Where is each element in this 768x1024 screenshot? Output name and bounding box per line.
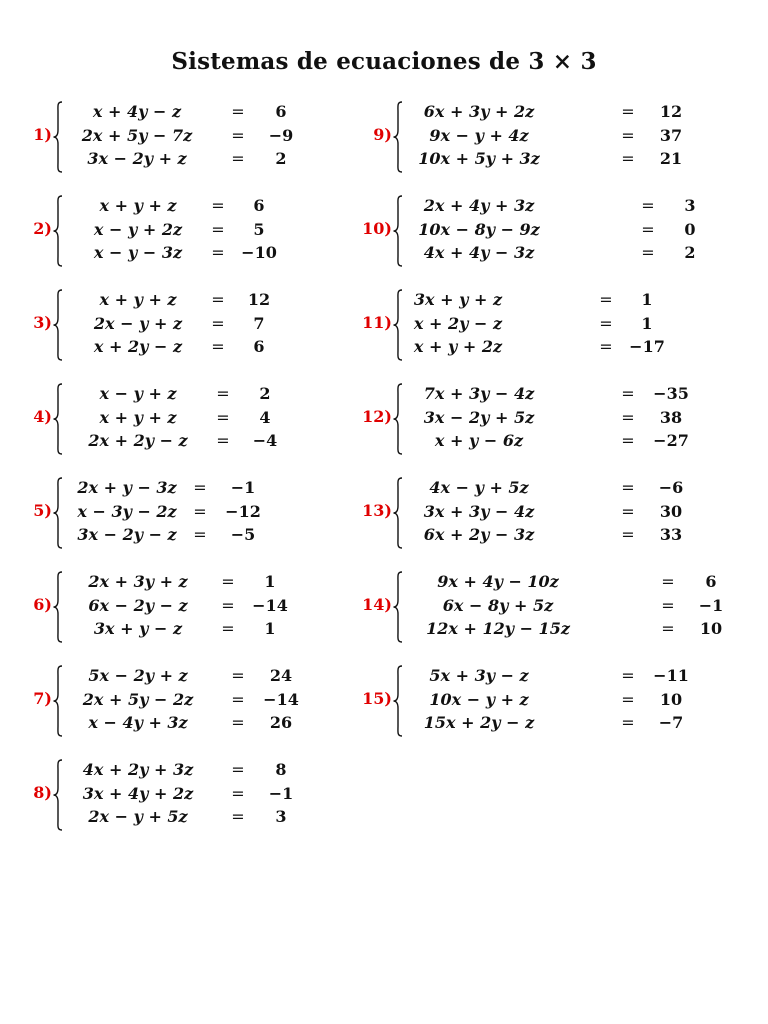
equals-sign: = xyxy=(231,102,245,121)
equation-lhs: 5x − 2y + z xyxy=(88,666,188,685)
equation-lhs: 3x + 3y − 4z xyxy=(423,501,535,521)
equation-rhs: 2 xyxy=(684,243,696,262)
equals-sign: = xyxy=(231,689,245,709)
system-number: 11) xyxy=(362,313,392,332)
equals-sign: = xyxy=(621,384,635,403)
equation-row xyxy=(63,124,363,148)
equations xyxy=(403,570,724,641)
equations xyxy=(63,664,363,735)
equation-row xyxy=(63,688,363,712)
equations xyxy=(403,664,703,735)
equation-rhs: 0 xyxy=(684,219,696,239)
system-number: 5) xyxy=(33,501,52,520)
equation-rhs: −35 xyxy=(653,384,689,403)
equation-row xyxy=(63,500,363,524)
equation-row xyxy=(63,617,363,641)
equation-system-1 xyxy=(10,100,350,174)
equation-lhs: x + y + 2z xyxy=(413,337,503,356)
equation-lhs: x + y + z xyxy=(99,290,177,309)
equation-rhs: 12 xyxy=(659,102,683,121)
equation-rhs: 6 xyxy=(253,196,265,215)
equals-sign: = xyxy=(211,196,225,215)
equation-system-8 xyxy=(10,758,350,832)
equation-lhs: 6x + 2y − 3z xyxy=(423,525,535,544)
equation-rhs: −12 xyxy=(225,501,261,521)
system-number: 4) xyxy=(33,407,52,426)
equals-sign: = xyxy=(231,760,245,779)
equation-lhs: 6x + 3y + 2z xyxy=(423,102,535,121)
equation-lhs: x + y − 6z xyxy=(434,431,524,450)
equals-sign: = xyxy=(621,478,635,497)
equation-lhs: 3x + y − z xyxy=(93,619,183,638)
equation-row xyxy=(403,218,703,242)
equals-sign: = xyxy=(231,149,245,168)
equation-system-9 xyxy=(350,100,690,174)
equation-lhs: 5x + 3y − z xyxy=(429,666,529,685)
equation-lhs: 2x + y − 3z xyxy=(77,478,177,497)
equation-rhs: −4 xyxy=(252,431,278,450)
equation-lhs: 3x + y + z xyxy=(413,290,503,309)
equations xyxy=(403,288,703,359)
equation-lhs: 15x + 2y − z xyxy=(423,713,535,732)
equation-row xyxy=(63,664,363,688)
equals-sign: = xyxy=(621,149,635,168)
equation-lhs: 6x − 8y + 5z xyxy=(442,595,554,615)
equals-sign: = xyxy=(641,243,655,262)
equations xyxy=(63,288,363,359)
equation-row xyxy=(63,218,363,242)
system-number: 8) xyxy=(33,783,52,802)
equals-sign: = xyxy=(193,525,207,544)
equals-sign: = xyxy=(621,125,635,145)
equation-row xyxy=(403,570,717,594)
equation-rhs: −17 xyxy=(629,337,665,356)
equation-rhs: −10 xyxy=(241,243,277,262)
equation-row xyxy=(63,147,363,171)
equation-rhs: 4 xyxy=(259,407,271,427)
equation-rhs: 12 xyxy=(247,290,271,309)
equation-system-4 xyxy=(10,382,350,456)
equation-row xyxy=(63,523,363,547)
equals-sign: = xyxy=(216,384,230,403)
equals-sign: = xyxy=(661,619,675,638)
equation-lhs: 10x + 5y + 3z xyxy=(418,149,540,168)
equation-rhs: 24 xyxy=(269,666,293,685)
equation-lhs: x − y + z xyxy=(99,384,177,403)
equation-row xyxy=(403,194,703,218)
equals-sign: = xyxy=(231,713,245,732)
equation-rhs: 3 xyxy=(684,196,696,215)
equation-rhs: 38 xyxy=(659,407,683,427)
equation-lhs: x − y − 3z xyxy=(93,243,183,262)
equals-sign: = xyxy=(211,337,225,356)
system-number: 14) xyxy=(362,595,392,614)
equation-lhs: 2x + 3y + z xyxy=(88,572,188,591)
equations xyxy=(403,382,703,453)
equals-sign: = xyxy=(216,431,230,450)
equation-rhs: 6 xyxy=(275,102,287,121)
equation-rhs: 21 xyxy=(659,149,683,168)
equation-row xyxy=(403,335,703,359)
equation-lhs: 7x + 3y − 4z xyxy=(423,384,535,403)
equation-lhs: x − 3y − 2z xyxy=(77,501,177,521)
equals-sign: = xyxy=(231,125,245,145)
equals-sign: = xyxy=(621,431,635,450)
equation-rhs: 7 xyxy=(253,313,265,333)
equation-rhs: 10 xyxy=(659,689,683,709)
equation-row xyxy=(63,312,363,336)
equation-lhs: 10x − 8y − 9z xyxy=(418,219,540,239)
equation-system-3 xyxy=(10,288,350,362)
equation-lhs: 4x + 2y + 3z xyxy=(82,760,194,779)
equations xyxy=(63,570,363,641)
equals-sign: = xyxy=(193,478,207,497)
equation-lhs: 12x + 12y − 15z xyxy=(426,619,570,638)
equation-rhs: 37 xyxy=(659,125,683,145)
equals-sign: = xyxy=(221,595,235,615)
equation-rhs: 2 xyxy=(259,384,271,403)
equals-sign: = xyxy=(211,243,225,262)
equation-system-12 xyxy=(350,382,690,456)
equals-sign: = xyxy=(221,572,235,591)
equation-rhs: 2 xyxy=(275,149,287,168)
equation-row xyxy=(403,312,703,336)
equations xyxy=(403,194,703,265)
equation-system-7 xyxy=(10,664,350,738)
equation-rhs: −1 xyxy=(698,595,724,615)
equals-sign: = xyxy=(599,337,613,356)
equals-sign: = xyxy=(621,666,635,685)
system-number: 1) xyxy=(33,125,52,144)
equation-lhs: 4x − y + 5z xyxy=(429,478,529,497)
equation-system-6 xyxy=(10,570,350,644)
equation-row xyxy=(63,594,363,618)
equation-row xyxy=(403,617,723,641)
equation-row xyxy=(403,288,703,312)
system-number: 2) xyxy=(33,219,52,238)
equation-lhs: x + 2y − z xyxy=(93,337,183,356)
equation-lhs: 3x − 2y + 5z xyxy=(423,407,535,427)
equation-row xyxy=(63,805,363,829)
equation-row xyxy=(403,406,703,430)
equation-row xyxy=(403,476,703,500)
equation-rhs: 6 xyxy=(705,572,717,591)
equation-system-13 xyxy=(350,476,690,550)
equation-lhs: 2x + 4y + 3z xyxy=(423,196,535,215)
equation-lhs: x − 4y + 3z xyxy=(88,713,188,732)
equation-system-2 xyxy=(10,194,350,268)
equals-sign: = xyxy=(193,501,207,521)
equation-lhs: 2x + 5y − 2z xyxy=(82,689,194,709)
equation-rhs: −1 xyxy=(268,783,294,803)
equation-row xyxy=(63,711,363,735)
equation-row xyxy=(403,382,703,406)
equation-lhs: x + y + z xyxy=(99,407,177,427)
equation-row xyxy=(403,594,724,618)
system-number: 6) xyxy=(33,595,52,614)
equation-lhs: 3x − 2y + z xyxy=(87,149,187,168)
equations xyxy=(63,476,363,547)
equals-sign: = xyxy=(231,783,245,803)
equation-rhs: −7 xyxy=(658,713,684,732)
equals-sign: = xyxy=(599,290,613,309)
equals-sign: = xyxy=(621,713,635,732)
equation-rhs: −11 xyxy=(653,666,689,685)
equation-rhs: 5 xyxy=(253,219,265,239)
system-number: 3) xyxy=(33,313,52,332)
equation-row xyxy=(403,688,703,712)
equation-system-14 xyxy=(350,570,724,644)
equation-rhs: 1 xyxy=(641,290,653,309)
equation-row xyxy=(63,570,363,594)
equation-rhs: 26 xyxy=(269,713,293,732)
equations xyxy=(63,194,363,265)
equals-sign: = xyxy=(661,595,675,615)
equation-rhs: −14 xyxy=(263,689,299,709)
equation-lhs: 2x + 2y − z xyxy=(88,431,188,450)
equation-row xyxy=(63,758,363,782)
equation-row xyxy=(403,500,703,524)
equals-sign: = xyxy=(211,313,225,333)
equation-row xyxy=(403,241,703,265)
equation-rhs: 6 xyxy=(253,337,265,356)
equations xyxy=(403,476,703,547)
equals-sign: = xyxy=(599,313,613,333)
equation-row xyxy=(403,523,703,547)
equation-row xyxy=(63,100,363,124)
equals-sign: = xyxy=(231,666,245,685)
equation-row xyxy=(63,241,363,265)
equals-sign: = xyxy=(621,501,635,521)
equations xyxy=(63,100,363,171)
equation-row xyxy=(63,782,363,806)
equation-row xyxy=(403,124,703,148)
equation-lhs: 9x + 4y − 10z xyxy=(437,572,559,591)
equals-sign: = xyxy=(221,619,235,638)
equation-lhs: x + y + z xyxy=(99,196,177,215)
equation-row xyxy=(63,382,363,406)
equals-sign: = xyxy=(621,102,635,121)
equation-system-5 xyxy=(10,476,350,550)
equation-rhs: 10 xyxy=(699,619,723,638)
equations xyxy=(403,100,703,171)
equation-row xyxy=(63,476,363,500)
equation-rhs: 30 xyxy=(659,501,683,521)
equation-lhs: 2x − y + z xyxy=(93,313,183,333)
equals-sign: = xyxy=(231,807,245,826)
equals-sign: = xyxy=(621,525,635,544)
equation-system-10 xyxy=(350,194,696,268)
equation-rhs: −6 xyxy=(658,478,684,497)
equation-rhs: 1 xyxy=(641,313,653,333)
equation-row xyxy=(63,429,363,453)
equation-rhs: −27 xyxy=(653,431,689,450)
equation-lhs: x − y + 2z xyxy=(93,219,183,239)
equation-rhs: 8 xyxy=(275,760,287,779)
equals-sign: = xyxy=(621,407,635,427)
system-number: 9) xyxy=(373,125,392,144)
equations xyxy=(63,382,363,453)
equation-lhs: 3x + 4y + 2z xyxy=(82,783,194,803)
equation-row xyxy=(63,194,363,218)
equals-sign: = xyxy=(661,572,675,591)
equation-lhs: 9x − y + 4z xyxy=(429,125,529,145)
equals-sign: = xyxy=(211,219,225,239)
equation-rhs: −1 xyxy=(230,478,256,497)
equations xyxy=(63,758,363,829)
equals-sign: = xyxy=(641,196,655,215)
equation-row xyxy=(403,147,703,171)
system-number: 12) xyxy=(362,407,392,426)
equation-rhs: −9 xyxy=(268,125,294,145)
equation-lhs: 2x − y + 5z xyxy=(88,807,188,826)
equation-system-15 xyxy=(350,664,690,738)
system-number: 15) xyxy=(362,689,392,708)
system-number: 10) xyxy=(362,219,392,238)
equals-sign: = xyxy=(641,219,655,239)
equation-rhs: −14 xyxy=(252,595,288,615)
equation-row xyxy=(403,429,703,453)
equation-lhs: 3x − 2y − z xyxy=(77,525,177,544)
equation-lhs: 10x − y + z xyxy=(429,689,529,709)
equation-row xyxy=(63,335,363,359)
equation-row xyxy=(63,406,363,430)
equation-lhs: 6x − 2y − z xyxy=(88,595,188,615)
equation-lhs: 2x + 5y − 7z xyxy=(81,125,193,145)
equation-row xyxy=(403,664,703,688)
page-title: Sistemas de ecuaciones de 3 × 3 xyxy=(171,48,597,75)
equation-rhs: −5 xyxy=(230,525,256,544)
equation-row xyxy=(63,288,363,312)
equals-sign: = xyxy=(211,290,225,309)
equals-sign: = xyxy=(216,407,230,427)
system-number: 13) xyxy=(362,501,392,520)
equation-row xyxy=(403,100,703,124)
equation-system-11 xyxy=(350,288,690,362)
equation-row xyxy=(403,711,703,735)
equation-rhs: 1 xyxy=(264,572,276,591)
equation-rhs: 33 xyxy=(659,525,683,544)
equals-sign: = xyxy=(621,689,635,709)
equation-lhs: 4x + 4y − 3z xyxy=(423,243,535,262)
equation-rhs: 3 xyxy=(275,807,287,826)
equation-lhs: x + 4y − z xyxy=(92,102,182,121)
equation-lhs: x + 2y − z xyxy=(413,313,503,333)
system-number: 7) xyxy=(33,689,52,708)
equation-rhs: 1 xyxy=(264,619,276,638)
